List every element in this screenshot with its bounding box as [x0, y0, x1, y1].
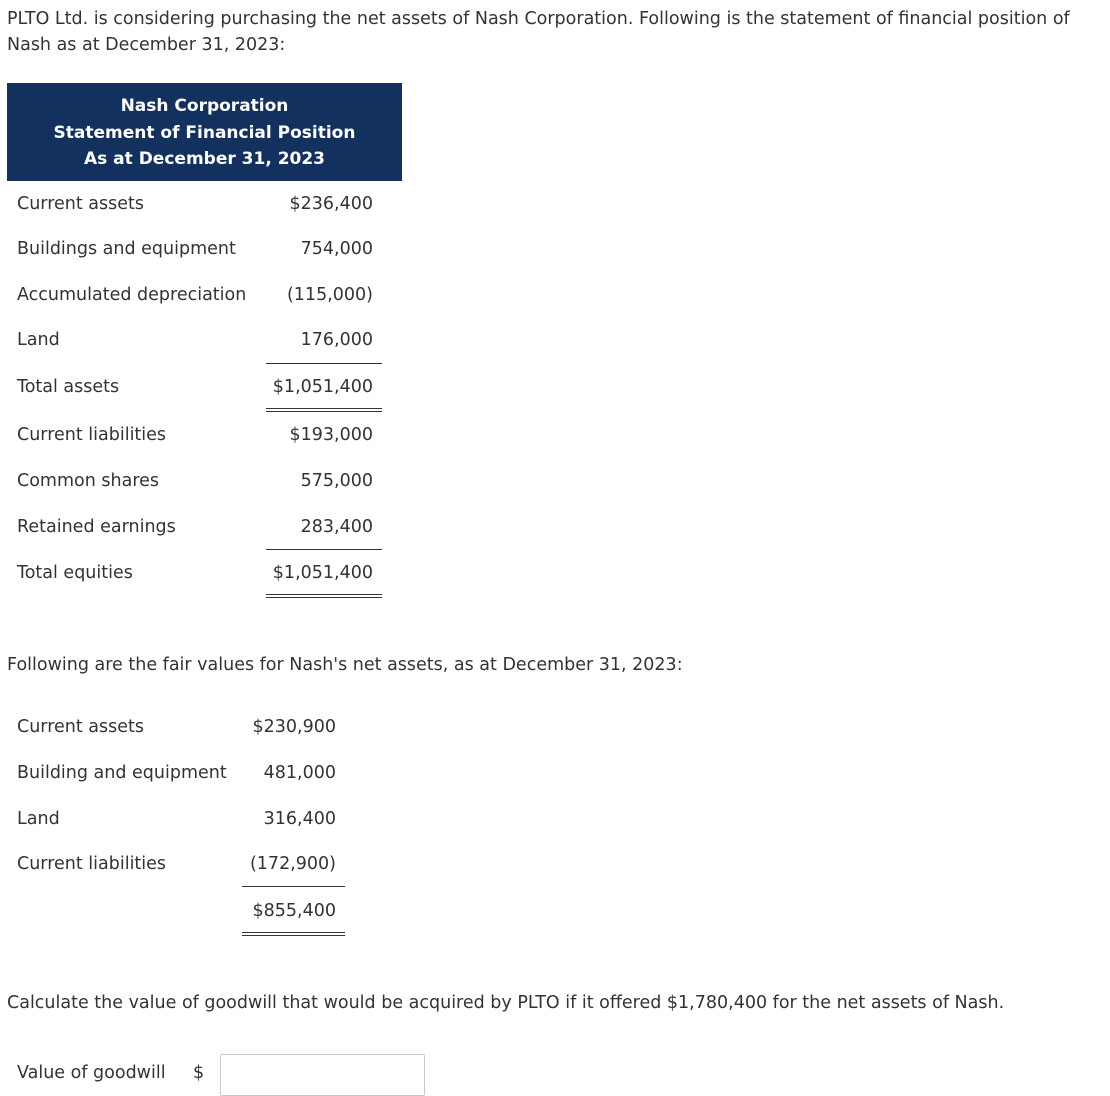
statement-company: Nash Corporation [120, 96, 289, 116]
row-amount: $230,900 [252, 717, 336, 737]
statement-title: Statement of Financial Position [53, 122, 356, 143]
row-label: Land [17, 330, 60, 350]
row-label: Total equities [17, 563, 133, 583]
row-label: Current assets [17, 717, 144, 737]
row-amount: (115,000) [286, 285, 373, 305]
row-label: Current liabilities [17, 425, 167, 445]
subtotal-rule [266, 363, 382, 364]
row-label: Current assets [17, 194, 144, 214]
fair-values-intro: Following are the fair values for Nash's net assets, as at December 31, 2023: [7, 655, 683, 675]
fair-value-total: $855,400 [252, 901, 336, 921]
total-double-rule [266, 408, 382, 412]
currency-symbol: $ [193, 1063, 205, 1083]
row-amount: 316,400 [263, 809, 336, 829]
row-label: Retained earnings [17, 517, 176, 537]
row-label: Buildings and equipment [17, 239, 236, 259]
subtotal-rule [266, 549, 382, 550]
row-amount: 481,000 [263, 763, 336, 783]
row-amount: 176,000 [300, 330, 373, 350]
subtotal-rule [242, 886, 345, 887]
intro-text: PLTO Ltd. is considering purchasing the net assets of Nash Corporation. Following is the statement of financial position of Nash as at December 31, 2023: [7, 9, 1070, 55]
goodwill-label: Value of goodwill [17, 1063, 166, 1083]
row-amount: (172,900) [249, 854, 336, 874]
statement-header [7, 83, 402, 181]
row-amount: $193,000 [289, 425, 373, 445]
row-label: Land [17, 809, 60, 829]
row-label: Accumulated depreciation [17, 285, 247, 305]
row-label: Common shares [17, 471, 160, 491]
goodwill-input[interactable] [220, 1054, 425, 1096]
row-label: Building and equipment [17, 763, 227, 783]
row-amount: 575,000 [300, 471, 373, 491]
question-text: Calculate the value of goodwill that would be acquired by PLTO if it offered $1,780,400 for the net assets of Nash. [7, 993, 1005, 1013]
row-amount: 283,400 [300, 517, 373, 537]
statement-date: As at December 31, 2023 [83, 149, 326, 169]
total-double-rule [266, 594, 382, 598]
row-amount: $1,051,400 [272, 377, 373, 397]
row-amount: $1,051,400 [272, 563, 373, 583]
row-amount: 754,000 [300, 239, 373, 259]
row-amount: $236,400 [289, 194, 373, 214]
row-label: Current liabilities [17, 854, 167, 874]
row-label: Total assets [17, 377, 120, 397]
total-double-rule [242, 932, 345, 936]
